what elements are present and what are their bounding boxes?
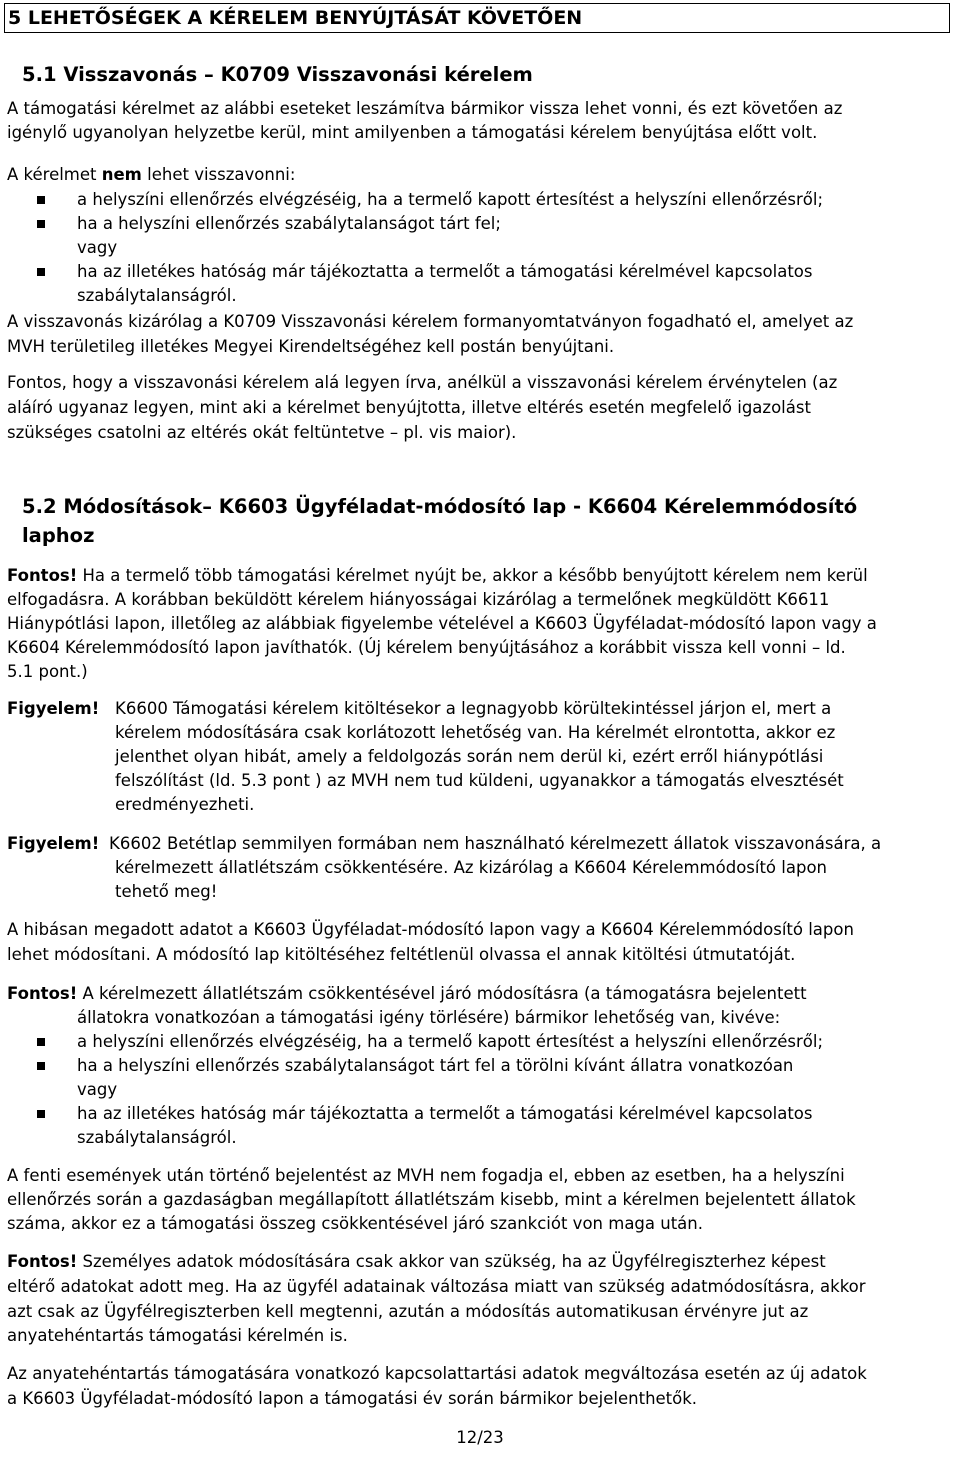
s51-para2-line1: A visszavonás kizárólag a K0709 Visszavonási kérelem formanyomtatványon fogadható el, amelyet az [7,312,854,331]
s52-fontos3-line4: anyatehéntartás támogatási kérelmén is. [7,1326,348,1345]
s52-para5-line2: ellenőrzés során a gazdaságban megállapított állatlétszám kisebb, mint a kérelmen bejelentett állatok [7,1190,856,1209]
s51-para3-line3: szükséges csatolni az eltérés okát feltüntetve – pl. vis maior). [7,423,517,442]
s52-fontos2-line2: állatokra vonatkozóan a támogatási igény törlésére) bármikor lehetőség van, kivéve: [77,1008,781,1027]
fontos-label: Fontos! [7,984,78,1003]
s51-bullet-3-line1: ha az illetékes hatóság már tájékoztatta a termelőt a támogatási kérelmével kapcsolatos [77,262,813,281]
fontos1-text: Ha a termelő több támogatási kérelmet nyújt be, akkor a később benyújtott kérelem nem kerül [77,566,868,585]
s52-bullet-3-line1: ha az illetékes hatóság már tájékoztatta a termelőt a támogatási kérelmével kapcsolatos [77,1104,813,1123]
bullet-icon [37,268,45,276]
page-number: 12/23 [456,1428,504,1447]
figyelem1-line5: eredményezheti. [115,795,255,814]
s51-para3-line2: aláíró ugyanaz legyen, mint aki a kérelmet benyújtotta, illetve eltérés esetén megfelelő igazolást [7,398,811,417]
s52-vagy: vagy [77,1080,118,1099]
section-5-2-title-line2: laphoz [22,524,95,547]
s52-para5-line3: száma, akkor ez a támogatási összeg csökkentésével járó szankciót von maga után. [7,1214,703,1233]
s51-bullet-1: a helyszíni ellenőrzés elvégzéséig, ha a termelő kapott értesítést a helyszíni ellenőrzésről; [77,190,824,209]
figyelem1-line3: jelenthet olyan hibát, amely a feldolgozás során nem derül ki, ezért erről hiánypótlási [115,747,824,766]
s52-para4-line2: lehet módosítani. A módosító lap kitöltéséhez feltétlenül olvassa el annak kitöltési útmutatóját. [7,945,796,964]
bullet-icon [37,1038,45,1046]
bullet-icon [37,196,45,204]
s52-fontos1-line4: K6604 Kérelemmódosító lapon javíthatók. (Új kérelem benyújtásához a korábbit vissza kell vonni – ld. [7,638,846,657]
s52-fontos3-line3: azt csak az Ügyfélregiszterben kell megtenni, azután a módosítás automatikusan érvényre jut az [7,1302,809,1321]
s52-fontos1-line1 [7,564,945,588]
figyelem2-line1: K6602 Betétlap semmilyen formában nem használható kérelmezett állatok visszavonására, a [109,834,882,853]
s52-bullet-1: a helyszíni ellenőrzés elvégzéséig, ha a termelő kapott értesítést a helyszíni ellenőrzésről; [77,1032,824,1051]
chapter-heading: 5 LEHETŐSÉGEK A KÉRELEM BENYÚJTÁSÁT KÖVETŐEN [4,3,950,33]
s51-para1-line2: igénylő ugyanolyan helyzetbe kerül, mint amilyenben a támogatási kérelem benyújtása előtt volt. [7,123,818,142]
s51-bullet-3-line2: szabálytalanságról. [77,286,237,305]
intro-text-a: A kérelmet [7,165,102,184]
fontos2-text: A kérelmezett állatlétszám csökkentésével járó módosításra (a támogatásra bejelentett [77,984,807,1003]
section-5-1-title: 5.1 Visszavonás – K0709 Visszavonási kérelem [22,63,533,86]
s52-bullet-3-line2: szabálytalanságról. [77,1128,237,1147]
section-5-2-title-line1: 5.2 Módosítások– K6603 Ügyféladat-módosító lap - K6604 Kérelemmódosító [22,495,858,518]
figyelem1-line4: felszólítást (ld. 5.3 pont ) az MVH nem tud küldeni, ugyanakkor a támogatás elvesztését [115,771,844,790]
figyelem2-line3: tehető meg! [115,882,218,901]
s51-vagy: vagy [77,238,118,257]
figyelem2-line2: kérelmezett állatlétszám csökkentésére. Az kizárólag a K6604 Kérelemmódosító lapon [115,858,827,877]
s51-intro [7,163,945,187]
s52-fontos3-line2: eltérő adatokat adott meg. Ha az ügyfél adatainak változása miatt van szükség adatmódosításra, akkor [7,1277,866,1296]
s52-para4-line1: A hibásan megadott adatot a K6603 Ügyféladat-módosító lapon vagy a K6604 Kérelemmódosító lapon [7,920,854,939]
figyelem1-line2: kérelem módosítására csak korlátozott lehetőség van. Ha kérelmét elrontotta, akkor ez [115,723,836,742]
intro-text-c: lehet visszavonni: [141,165,296,184]
s52-fontos1-line5: 5.1 pont.) [7,662,88,681]
fontos-label: Fontos! [7,566,78,585]
s52-fontos2-line1 [7,982,945,1006]
s51-para3-line1: Fontos, hogy a visszavonási kérelem alá legyen írva, anélkül a visszavonási kérelem érvénytelen (az [7,373,838,392]
figyelem2-label: Figyelem! [7,834,100,853]
bullet-icon [37,220,45,228]
s52-fontos1-line2: elfogadásra. A korábban beküldött kérelem hiányosságai kizárólag a termelőnek megküldött K6611 [7,590,830,609]
bullet-icon [37,1110,45,1118]
s51-bullet-2: ha a helyszíni ellenőrzés szabálytalanságot tárt fel; [77,214,501,233]
fontos3-text: Személyes adatok módosítására csak akkor van szükség, ha az Ügyfélregiszterhez képest [77,1252,826,1271]
s52-fontos1-line3: Hiánypótlási lapon, illetőleg az alábbiak figyelembe vételével a K6603 Ügyféladat-módosító lapon vagy a [7,614,877,633]
s52-para6-line2: a K6603 Ügyféladat-módosító lapon a támogatási év során bármikor bejelenthetők. [7,1389,698,1408]
bullet-icon [37,1062,45,1070]
s52-bullet-2: ha a helyszíni ellenőrzés szabálytalanságot tárt fel a törölni kívánt állatra vonatkozóan [77,1056,794,1075]
s51-para1-line1: A támogatási kérelmet az alábbi eseteket leszámítva bármikor vissza lehet vonni, és ezt követően az [7,99,843,118]
s52-para5-line1: A fenti események után történő bejelentést az MVH nem fogadja el, ebben az esetben, ha a helyszíni [7,1166,845,1185]
intro-text-bold: nem [101,165,142,184]
figyelem1-line1: K6600 Támogatási kérelem kitöltésekor a legnagyobb körültekintéssel járjon el, mert a [115,699,832,718]
s51-para2-line2: MVH területileg illetékes Megyei Kirendeltségéhez kell postán benyújtani. [7,337,615,356]
figyelem1-label: Figyelem! [7,699,100,718]
fontos-label: Fontos! [7,1252,78,1271]
s52-para6-line1: Az anyatehéntartás támogatására vonatkozó kapcsolattartási adatok megváltozása esetén az új adatok [7,1364,867,1383]
s52-fontos3-line1 [7,1250,945,1274]
